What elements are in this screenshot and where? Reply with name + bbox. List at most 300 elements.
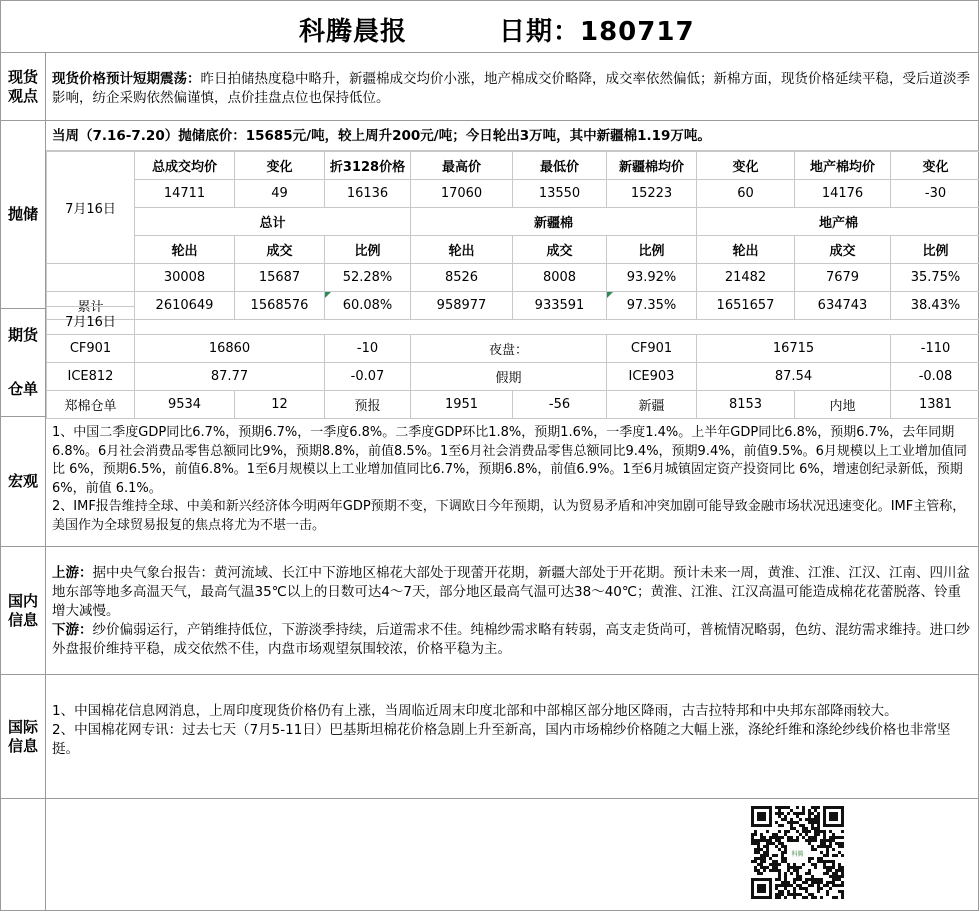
qr-module bbox=[790, 839, 793, 842]
qr-module bbox=[820, 830, 823, 833]
qr-finder bbox=[757, 884, 766, 893]
qr-module bbox=[781, 806, 784, 809]
qr-module bbox=[790, 893, 793, 896]
price-header: 地产棉均价 bbox=[795, 152, 891, 180]
price-header: 折3128价格 bbox=[325, 152, 411, 180]
qr-module bbox=[832, 854, 835, 857]
qr-module bbox=[832, 884, 835, 887]
qr-module bbox=[826, 872, 829, 875]
qr-module bbox=[778, 839, 781, 842]
qr-module bbox=[760, 863, 763, 866]
today-value: 35.75% bbox=[891, 264, 979, 292]
qr-module bbox=[829, 869, 832, 872]
spot-section bbox=[46, 53, 978, 121]
qr-module bbox=[787, 839, 790, 842]
qr-module bbox=[781, 890, 784, 893]
qr-module bbox=[826, 881, 829, 884]
ice-price: 87.77 bbox=[135, 363, 325, 391]
cumulative-value: 60.08% bbox=[325, 292, 411, 320]
qr-module bbox=[796, 866, 799, 869]
qr-module bbox=[772, 863, 775, 866]
qr-module bbox=[790, 821, 793, 824]
qr-module bbox=[787, 821, 790, 824]
qr-module bbox=[754, 848, 757, 851]
qr-module bbox=[751, 842, 754, 845]
qr-module bbox=[838, 842, 841, 845]
qr-module bbox=[781, 812, 784, 815]
qr-module bbox=[820, 845, 823, 848]
qr-module bbox=[757, 872, 760, 875]
qr-module bbox=[784, 815, 787, 818]
qr-module bbox=[772, 869, 775, 872]
qr-module bbox=[805, 839, 808, 842]
footer-side bbox=[1, 799, 46, 911]
qr-module bbox=[760, 872, 763, 875]
qr-module bbox=[790, 872, 793, 875]
qr-module bbox=[796, 830, 799, 833]
qr-module bbox=[781, 857, 784, 860]
qr-module bbox=[751, 839, 754, 842]
qr-module bbox=[778, 893, 781, 896]
report-header bbox=[1, 1, 978, 53]
qr-module bbox=[805, 833, 808, 836]
qr-module bbox=[793, 893, 796, 896]
qr-module bbox=[805, 818, 808, 821]
qr-module bbox=[832, 866, 835, 869]
qr-module bbox=[808, 884, 811, 887]
qr-module bbox=[826, 884, 829, 887]
qr-module bbox=[814, 839, 817, 842]
qr-module bbox=[772, 866, 775, 869]
qr-module bbox=[775, 869, 778, 872]
qr-module bbox=[811, 848, 814, 851]
qr-module bbox=[775, 884, 778, 887]
qr-module bbox=[763, 857, 766, 860]
qr-module bbox=[811, 875, 814, 878]
qr-module bbox=[802, 830, 805, 833]
qr-module bbox=[784, 833, 787, 836]
qr-module bbox=[814, 896, 817, 899]
qr-module bbox=[787, 836, 790, 839]
qr-module bbox=[799, 833, 802, 836]
qr-code[interactable] bbox=[742, 805, 853, 899]
qr-module bbox=[832, 872, 835, 875]
qr-module bbox=[805, 896, 808, 899]
qr-module bbox=[835, 842, 838, 845]
price-value: 14176 bbox=[795, 180, 891, 208]
warehouse-cell: 1381 bbox=[891, 391, 979, 419]
qr-module bbox=[778, 806, 781, 809]
qr-module bbox=[784, 806, 787, 809]
qr-module bbox=[829, 866, 832, 869]
qr-module bbox=[766, 848, 769, 851]
qr-module bbox=[796, 875, 799, 878]
qr-module bbox=[832, 875, 835, 878]
qr-module bbox=[823, 866, 826, 869]
qr-module bbox=[796, 893, 799, 896]
qr-module bbox=[778, 830, 781, 833]
qr-module bbox=[838, 875, 841, 878]
warehouse-cell: 12 bbox=[235, 391, 325, 419]
qr-module bbox=[778, 812, 781, 815]
qr-module bbox=[841, 875, 844, 878]
warehouse-cell: 预报 bbox=[325, 391, 411, 419]
qr-module bbox=[823, 845, 826, 848]
cumulative-value: 38.43% bbox=[891, 292, 979, 320]
macro-label: 宏观 bbox=[1, 417, 46, 547]
today-value: 21482 bbox=[697, 264, 795, 292]
blank-cell bbox=[135, 307, 979, 335]
qr-module bbox=[781, 818, 784, 821]
qr-module bbox=[811, 893, 814, 896]
qr-module bbox=[778, 809, 781, 812]
qr-module bbox=[796, 806, 799, 809]
qr-module bbox=[787, 812, 790, 815]
qr-module bbox=[826, 854, 829, 857]
qr-module bbox=[823, 833, 826, 836]
futures-price: 16860 bbox=[135, 335, 325, 363]
qr-module bbox=[814, 878, 817, 881]
qr-module bbox=[814, 830, 817, 833]
qr-module bbox=[826, 851, 829, 854]
qr-module bbox=[796, 815, 799, 818]
qr-module bbox=[811, 839, 814, 842]
upstream-text: 据中央气象台报告：黄河流域、长江中下游地区棉花大部处于现蕾开花期，新疆大部处于开花期。预计未来一周，黄淮、江淮、江汉、江南、四川盆地东部等地多高温天气，最高气温35℃以上的日数可达4～7天，部分地区最高气温可达38～40℃；黄淮、江淮、江汉高温可能造成棉花花蕾脱落、铃重增大减慢。 bbox=[52, 565, 970, 619]
qr-module bbox=[811, 818, 814, 821]
qr-module bbox=[754, 830, 757, 833]
qr-module bbox=[829, 860, 832, 863]
qr-module bbox=[835, 875, 838, 878]
qr-module bbox=[808, 818, 811, 821]
qr-module bbox=[808, 815, 811, 818]
qr-module bbox=[775, 893, 778, 896]
qr-module bbox=[811, 878, 814, 881]
qr-module bbox=[775, 866, 778, 869]
qr-module bbox=[751, 833, 754, 836]
qr-finder bbox=[829, 812, 838, 821]
qr-module bbox=[775, 806, 778, 809]
warehouse-cell: 新疆 bbox=[607, 391, 697, 419]
qr-module bbox=[757, 839, 760, 842]
qr-module bbox=[760, 836, 763, 839]
qr-module bbox=[802, 881, 805, 884]
macro-section bbox=[46, 417, 978, 547]
international-label: 国际 信息 bbox=[1, 675, 46, 799]
qr-module bbox=[805, 887, 808, 890]
qr-module bbox=[760, 857, 763, 860]
auction-label: 抛储 bbox=[1, 121, 46, 309]
qr-module bbox=[781, 842, 784, 845]
qr-module bbox=[766, 854, 769, 857]
qr-module bbox=[817, 833, 820, 836]
qr-module bbox=[802, 887, 805, 890]
macro-paragraph-2: 2、IMF报告维持全球、中美和新兴经济体今明两年GDP预期不变，下调欧日今年预期，认为贸易矛盾和冲突加剧可能导致金融市场状况迅速变化。IMF主管称，美国作为全球贸易报复的焦点将尤为不堪一击。 bbox=[52, 499, 966, 533]
qr-module bbox=[793, 863, 796, 866]
qr-module bbox=[760, 848, 763, 851]
qr-module bbox=[784, 887, 787, 890]
report-title: 科腾晨报 bbox=[299, 17, 408, 47]
qr-module bbox=[838, 836, 841, 839]
ice-contract: ICE812 bbox=[47, 363, 135, 391]
qr-module bbox=[817, 878, 820, 881]
qr-module bbox=[763, 845, 766, 848]
qr-module bbox=[772, 836, 775, 839]
qr-module bbox=[778, 896, 781, 899]
qr-module bbox=[757, 848, 760, 851]
qr-module bbox=[841, 872, 844, 875]
ice-change-2: -0.08 bbox=[891, 363, 979, 391]
sub-header: 成交 bbox=[235, 236, 325, 264]
qr-module bbox=[811, 884, 814, 887]
qr-module bbox=[754, 860, 757, 863]
qr-module bbox=[796, 839, 799, 842]
qr-module bbox=[796, 884, 799, 887]
qr-module bbox=[838, 845, 841, 848]
qr-module bbox=[823, 842, 826, 845]
qr-finder bbox=[757, 812, 766, 821]
auction-table bbox=[46, 151, 979, 320]
qr-module bbox=[778, 815, 781, 818]
qr-module bbox=[796, 869, 799, 872]
price-value: 15223 bbox=[607, 180, 697, 208]
qr-module bbox=[775, 845, 778, 848]
qr-module bbox=[793, 839, 796, 842]
qr-module bbox=[766, 845, 769, 848]
qr-module bbox=[817, 845, 820, 848]
price-value: 14711 bbox=[135, 180, 235, 208]
warehouse-label: 仓单 bbox=[7, 379, 38, 398]
today-value: 8526 bbox=[411, 264, 513, 292]
qr-module bbox=[808, 830, 811, 833]
qr-module bbox=[835, 878, 838, 881]
international-section bbox=[46, 675, 978, 799]
qr-module bbox=[751, 836, 754, 839]
qr-module bbox=[826, 893, 829, 896]
price-value: 13550 bbox=[513, 180, 607, 208]
qr-module bbox=[781, 884, 784, 887]
qr-module bbox=[760, 854, 763, 857]
qr-module bbox=[775, 863, 778, 866]
qr-module bbox=[835, 836, 838, 839]
qr-module bbox=[757, 869, 760, 872]
auction-date: 7月16日 bbox=[47, 152, 135, 264]
qr-module bbox=[799, 884, 802, 887]
qr-module bbox=[778, 875, 781, 878]
qr-module bbox=[754, 851, 757, 854]
qr-module bbox=[772, 833, 775, 836]
qr-module bbox=[778, 890, 781, 893]
qr-module bbox=[808, 878, 811, 881]
price-header: 变化 bbox=[891, 152, 979, 180]
qr-module bbox=[808, 893, 811, 896]
qr-module bbox=[784, 896, 787, 899]
qr-module bbox=[805, 827, 808, 830]
qr-module bbox=[826, 866, 829, 869]
warehouse-cell: 9534 bbox=[135, 391, 235, 419]
qr-module bbox=[793, 896, 796, 899]
qr-module bbox=[769, 869, 772, 872]
qr-module bbox=[808, 836, 811, 839]
qr-module bbox=[781, 893, 784, 896]
price-header: 最低价 bbox=[513, 152, 607, 180]
cumulative-value: 634743 bbox=[795, 292, 891, 320]
qr-module bbox=[835, 884, 838, 887]
downstream-paragraph bbox=[52, 621, 972, 659]
qr-module bbox=[766, 830, 769, 833]
qr-module bbox=[790, 884, 793, 887]
qr-module bbox=[817, 821, 820, 824]
qr-module bbox=[778, 872, 781, 875]
qr-module bbox=[808, 842, 811, 845]
qr-module bbox=[799, 812, 802, 815]
qr-module bbox=[781, 860, 784, 863]
international-paragraph-1: 1、中国棉花信息网消息，上周印度现货价格仍有上涨，当周临近周末印度北部和中部棉区部分地区降雨，古吉拉特邦和中央邦东部降雨较大。 bbox=[52, 703, 898, 719]
upstream-paragraph bbox=[52, 564, 972, 621]
qr-module bbox=[784, 848, 787, 851]
qr-module bbox=[817, 857, 820, 860]
price-header: 变化 bbox=[235, 152, 325, 180]
qr-module bbox=[793, 878, 796, 881]
warehouse-cell: 1951 bbox=[411, 391, 513, 419]
qr-module bbox=[793, 890, 796, 893]
downstream-lead: 下游： bbox=[52, 622, 93, 638]
qr-module bbox=[814, 809, 817, 812]
domestic-label: 国内 信息 bbox=[1, 547, 46, 675]
qr-module bbox=[832, 878, 835, 881]
qr-module bbox=[757, 851, 760, 854]
qr-module bbox=[808, 839, 811, 842]
qr-module bbox=[838, 878, 841, 881]
qr-module bbox=[763, 854, 766, 857]
today-value: 30008 bbox=[135, 264, 235, 292]
qr-module bbox=[775, 836, 778, 839]
qr-module bbox=[781, 854, 784, 857]
warehouse-cell: 8153 bbox=[697, 391, 795, 419]
qr-module bbox=[811, 857, 814, 860]
domestic-section bbox=[46, 547, 978, 675]
qr-module bbox=[826, 839, 829, 842]
qr-module bbox=[799, 878, 802, 881]
qr-module bbox=[829, 839, 832, 842]
qr-module bbox=[820, 887, 823, 890]
qr-module bbox=[760, 860, 763, 863]
price-header: 总成交均价 bbox=[135, 152, 235, 180]
price-value: 60 bbox=[697, 180, 795, 208]
qr-module bbox=[775, 821, 778, 824]
qr-module bbox=[814, 866, 817, 869]
qr-module bbox=[820, 851, 823, 854]
qr-module bbox=[793, 869, 796, 872]
futures-table bbox=[46, 306, 979, 419]
qr-module bbox=[793, 812, 796, 815]
qr-module bbox=[793, 881, 796, 884]
qr-module bbox=[832, 896, 835, 899]
qr-module bbox=[802, 809, 805, 812]
qr-module bbox=[841, 869, 844, 872]
qr-module bbox=[841, 893, 844, 896]
qr-module bbox=[811, 863, 814, 866]
qr-module bbox=[766, 842, 769, 845]
qr-module bbox=[754, 833, 757, 836]
qr-module bbox=[775, 812, 778, 815]
qr-module bbox=[841, 836, 844, 839]
qr-module bbox=[790, 818, 793, 821]
qr-module bbox=[784, 884, 787, 887]
qr-module bbox=[814, 818, 817, 821]
qr-module bbox=[799, 818, 802, 821]
qr-module bbox=[790, 866, 793, 869]
today-value: 52.28% bbox=[325, 264, 411, 292]
qr-module bbox=[841, 845, 844, 848]
sub-header: 成交 bbox=[513, 236, 607, 264]
qr-module bbox=[814, 815, 817, 818]
cumulative-value: 1568576 bbox=[235, 292, 325, 320]
qr-module bbox=[802, 827, 805, 830]
qr-module bbox=[784, 845, 787, 848]
qr-module bbox=[796, 872, 799, 875]
sub-header: 成交 bbox=[795, 236, 891, 264]
qr-module bbox=[778, 842, 781, 845]
futures-label: 期货 bbox=[7, 326, 38, 345]
qr-module bbox=[838, 869, 841, 872]
qr-module bbox=[838, 851, 841, 854]
qr-module bbox=[817, 824, 820, 827]
qr-module bbox=[820, 842, 823, 845]
price-value: 17060 bbox=[411, 180, 513, 208]
qr-module bbox=[805, 830, 808, 833]
qr-module bbox=[775, 860, 778, 863]
qr-module bbox=[772, 860, 775, 863]
qr-module bbox=[826, 845, 829, 848]
qr-module bbox=[814, 881, 817, 884]
qr-module bbox=[817, 812, 820, 815]
qr-module bbox=[814, 833, 817, 836]
qr-module bbox=[832, 860, 835, 863]
qr-module bbox=[838, 890, 841, 893]
ice-change: -0.07 bbox=[325, 363, 411, 391]
qr-module bbox=[805, 872, 808, 875]
qr-module bbox=[766, 866, 769, 869]
qr-module bbox=[784, 851, 787, 854]
qr-module bbox=[841, 896, 844, 899]
group-xinjiang: 新疆棉 bbox=[411, 208, 697, 236]
sub-header: 比例 bbox=[607, 236, 697, 264]
qr-module bbox=[796, 821, 799, 824]
qr-module bbox=[841, 842, 844, 845]
qr-module bbox=[760, 833, 763, 836]
group-total: 总计 bbox=[135, 208, 411, 236]
cumulative-label: 累计 bbox=[47, 292, 135, 320]
qr-module bbox=[811, 821, 814, 824]
qr-module bbox=[841, 830, 844, 833]
qr-module bbox=[784, 881, 787, 884]
qr-module bbox=[811, 812, 814, 815]
qr-module bbox=[763, 860, 766, 863]
qr-module bbox=[790, 827, 793, 830]
qr-module bbox=[778, 884, 781, 887]
qr-module bbox=[817, 890, 820, 893]
qr-module bbox=[841, 881, 844, 884]
qr-module bbox=[778, 848, 781, 851]
qr-module bbox=[799, 893, 802, 896]
qr-module bbox=[793, 887, 796, 890]
qr-module bbox=[814, 806, 817, 809]
qr-module bbox=[826, 890, 829, 893]
qr-module bbox=[778, 863, 781, 866]
qr-module bbox=[769, 836, 772, 839]
qr-module bbox=[832, 863, 835, 866]
qr-module bbox=[835, 872, 838, 875]
